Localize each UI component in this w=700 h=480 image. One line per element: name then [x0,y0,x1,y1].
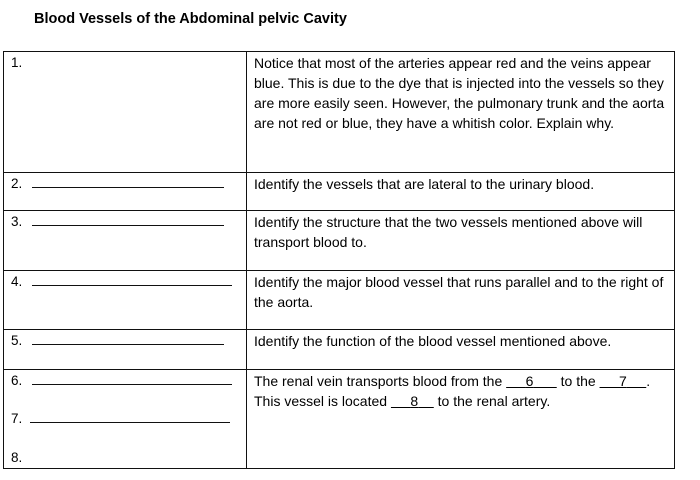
item-number-2: 2. [11,176,23,191]
item-number-8: 8. [11,450,23,465]
prompt-6-part-a: The renal vein transports blood from the [254,373,507,389]
answer-blank-6[interactable] [32,371,232,385]
item-number-1: 1. [11,55,23,70]
prompt-2: Identify the vessels that are lateral to the urinary blood. [254,176,595,192]
table-row [4,370,675,469]
table-row [4,211,675,271]
blank-ref-6: 6 [525,373,534,389]
table-row [4,173,675,211]
blank-ref-7: 7 [619,373,627,389]
prompt-6-part-c: . This vessel is located [254,373,651,409]
prompt-cell-1 [247,52,675,173]
worksheet-title: Blood Vessels of the Abdominal pelvic Cavity [34,11,347,27]
answer-cell-3[interactable] [4,211,247,271]
answer-cell-6-8[interactable] [4,370,247,469]
item-number-5: 5. [11,333,23,348]
prompt-5: Identify the function of the blood vessel mentioned above. [254,333,612,349]
prompt-1: Notice that most of the arteries appear red and the veins appear blue. This is due to the dye that is injected into the vessels so they are more easily seen. However, the pulmonary trunk and the aorta are not red or blue, they have a whitish color. Explain why. [254,55,665,131]
prompt-6-part-d: to the renal artery. [433,393,551,409]
worksheet-table [3,51,675,469]
item-number-7: 7. [11,411,23,426]
prompt-cell-3 [247,211,675,271]
table-row [4,271,675,330]
table-row [4,330,675,370]
prompt-cell-6 [247,370,675,469]
answer-blank-3[interactable] [32,212,224,226]
answer-cell-1[interactable] [4,52,247,173]
prompt-4: Identify the major blood vessel that runs parallel and to the right of the aorta. [254,274,664,310]
item-number-4: 4. [11,274,23,289]
answer-cell-2[interactable] [4,173,247,211]
prompt-6-part-b: to the [556,373,600,389]
answer-blank-4[interactable] [32,272,232,286]
item-number-3: 3. [11,214,23,229]
item-number-6: 6. [11,373,23,388]
answer-cell-5[interactable] [4,330,247,370]
answer-blank-7[interactable] [30,409,230,423]
prompt-cell-5 [247,330,675,370]
answer-blank-5[interactable] [32,331,224,345]
blank-ref-8: 8 [410,393,419,409]
answer-cell-4[interactable] [4,271,247,330]
prompt-3: Identify the structure that the two vessels mentioned above will transport blood to. [254,214,643,250]
table-row [4,52,675,173]
answer-blank-2[interactable] [32,174,224,188]
prompt-cell-4 [247,271,675,330]
prompt-cell-2 [247,173,675,211]
